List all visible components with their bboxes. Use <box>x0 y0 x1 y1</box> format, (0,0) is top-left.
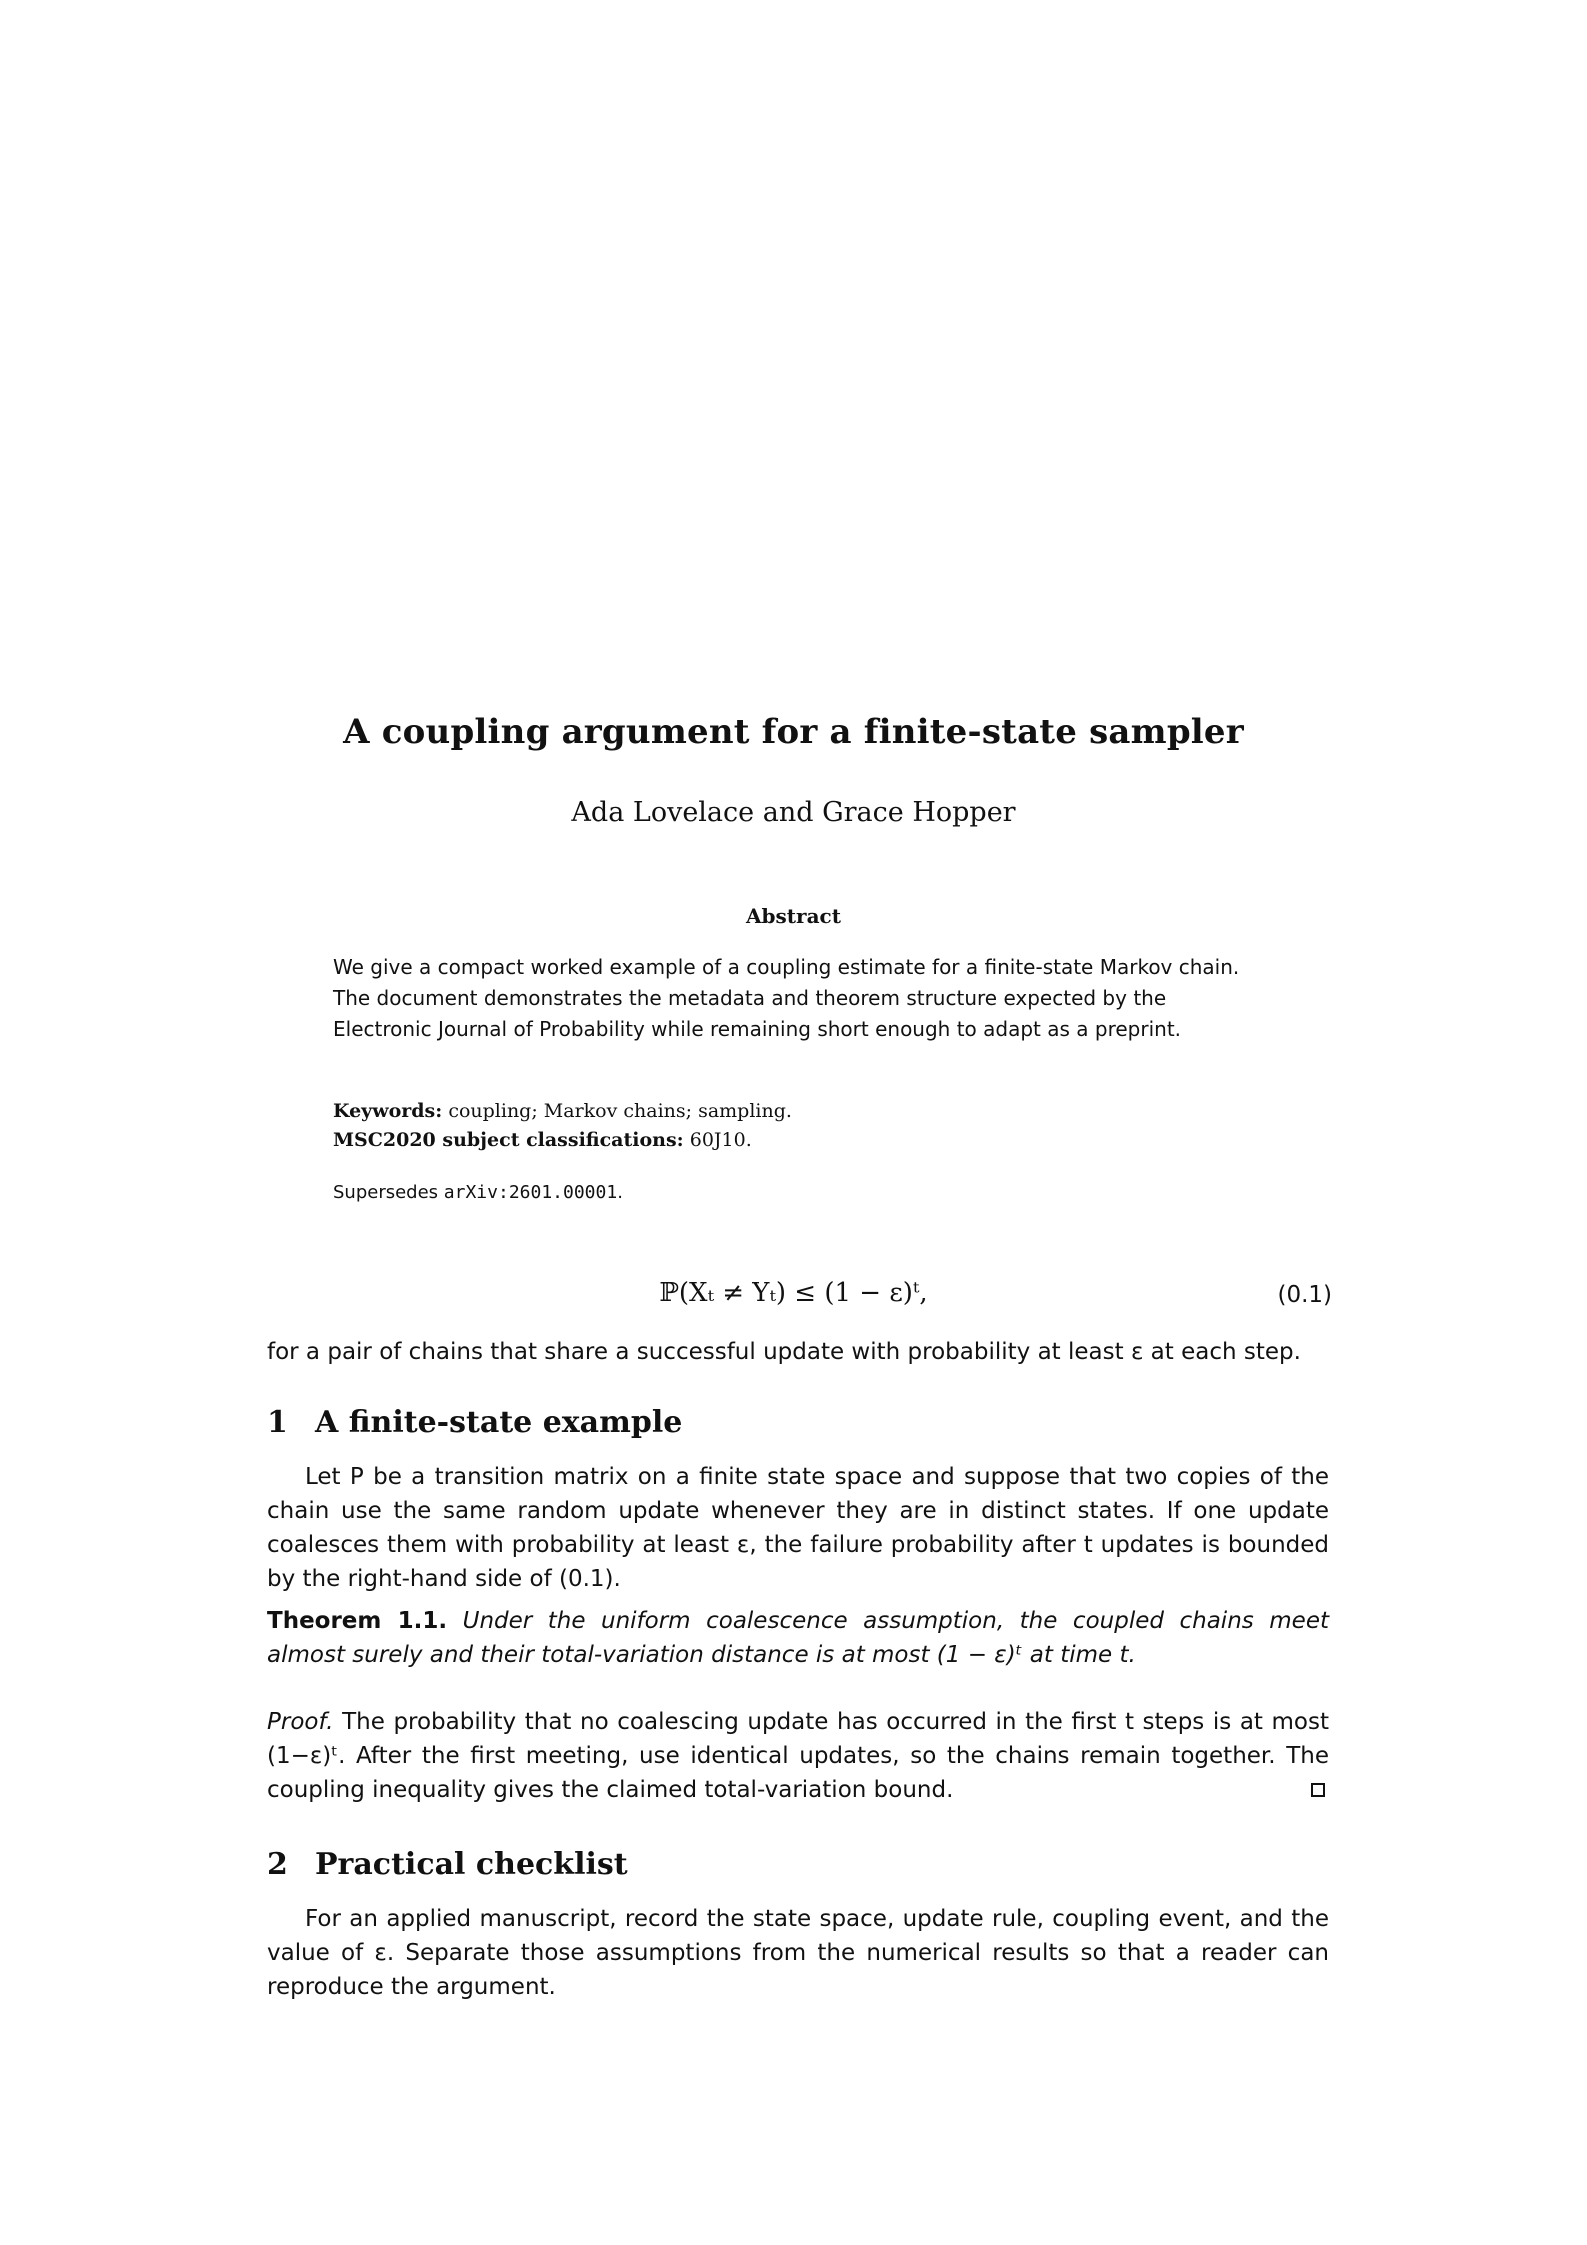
paper-title: A coupling argument for a finite-state sampler <box>343 712 1244 752</box>
supersedes-suffix: . <box>617 1182 623 1203</box>
section-1-heading <box>267 1405 682 1440</box>
msc-label: MSC2020 subject classifications: <box>333 1129 684 1151</box>
arxiv-id[interactable]: arXiv:2601.00001 <box>443 1182 618 1203</box>
section-1-number: 1 <box>267 1405 288 1440</box>
proof-text: The probability that no coalescing update has occurred in the first t steps is at most (1−ε)ᵗ. After the first meeting, use identical updates, so the chains remain together. The coupling inequality gives the claimed total-variation bound. <box>267 1709 1329 1803</box>
section-1-title: A finite-state example <box>315 1405 683 1440</box>
section-2-number: 2 <box>267 1847 288 1882</box>
proof-label: Proof. <box>267 1709 334 1735</box>
equation-follow-text: for a pair of chains that share a successful update with probability at least ε at each step. <box>267 1339 1301 1365</box>
equation-number: (0.1) <box>1277 1282 1332 1308</box>
theorem-1-1 <box>267 1604 1329 1672</box>
keywords-value: coupling; Markov chains; sampling. <box>448 1100 792 1122</box>
supersedes-note <box>333 1182 1258 1203</box>
supersedes-prefix: Supersedes <box>333 1182 444 1203</box>
section-2-paragraph: For an applied manuscript, record the state space, update rule, coupling event, and the value of ε. Separate those assumptions from the numerical results so that a reader can reproduce the argument. <box>267 1906 1329 2000</box>
abstract-heading: Abstract <box>746 904 841 928</box>
proof-block <box>267 1705 1329 1807</box>
msc-line <box>333 1126 1258 1155</box>
theorem-text: Under the uniform coalescence assumption, the coupled chains meet almost surely and their total-variation distance is at most (1 − ε)ᵗ at time t. <box>267 1608 1329 1668</box>
keywords-line <box>333 1097 1258 1126</box>
msc-value: 60J10. <box>689 1129 752 1151</box>
abstract-body: We give a compact worked example of a coupling estimate for a finite-state Markov chain. The document demonstrates the metadata and theorem structure expected by the Electronic Journal of Probability while remaining short enough to adapt as a preprint. <box>333 955 1240 1041</box>
keywords-block <box>333 1097 1258 1155</box>
qed-square-icon <box>1311 1783 1325 1797</box>
section-1-paragraph: Let P be a transition matrix on a finite state space and suppose that two copies of the chain use the same random update whenever they are in distinct states. If one update coalesces them with probability at least ε, the failure probability after t updates is bounded by the right-hand side of (0.1). <box>267 1464 1329 1592</box>
section-2-title: Practical checklist <box>315 1847 628 1882</box>
theorem-label: Theorem 1.1. <box>267 1608 448 1634</box>
section-2-heading <box>267 1847 628 1882</box>
author-list: Ada Lovelace and Grace Hopper <box>571 797 1016 828</box>
display-equation: ℙ(Xₜ ≠ Yₜ) ≤ (1 − ε)ᵗ, <box>659 1278 928 1308</box>
keywords-label: Keywords: <box>333 1100 443 1122</box>
